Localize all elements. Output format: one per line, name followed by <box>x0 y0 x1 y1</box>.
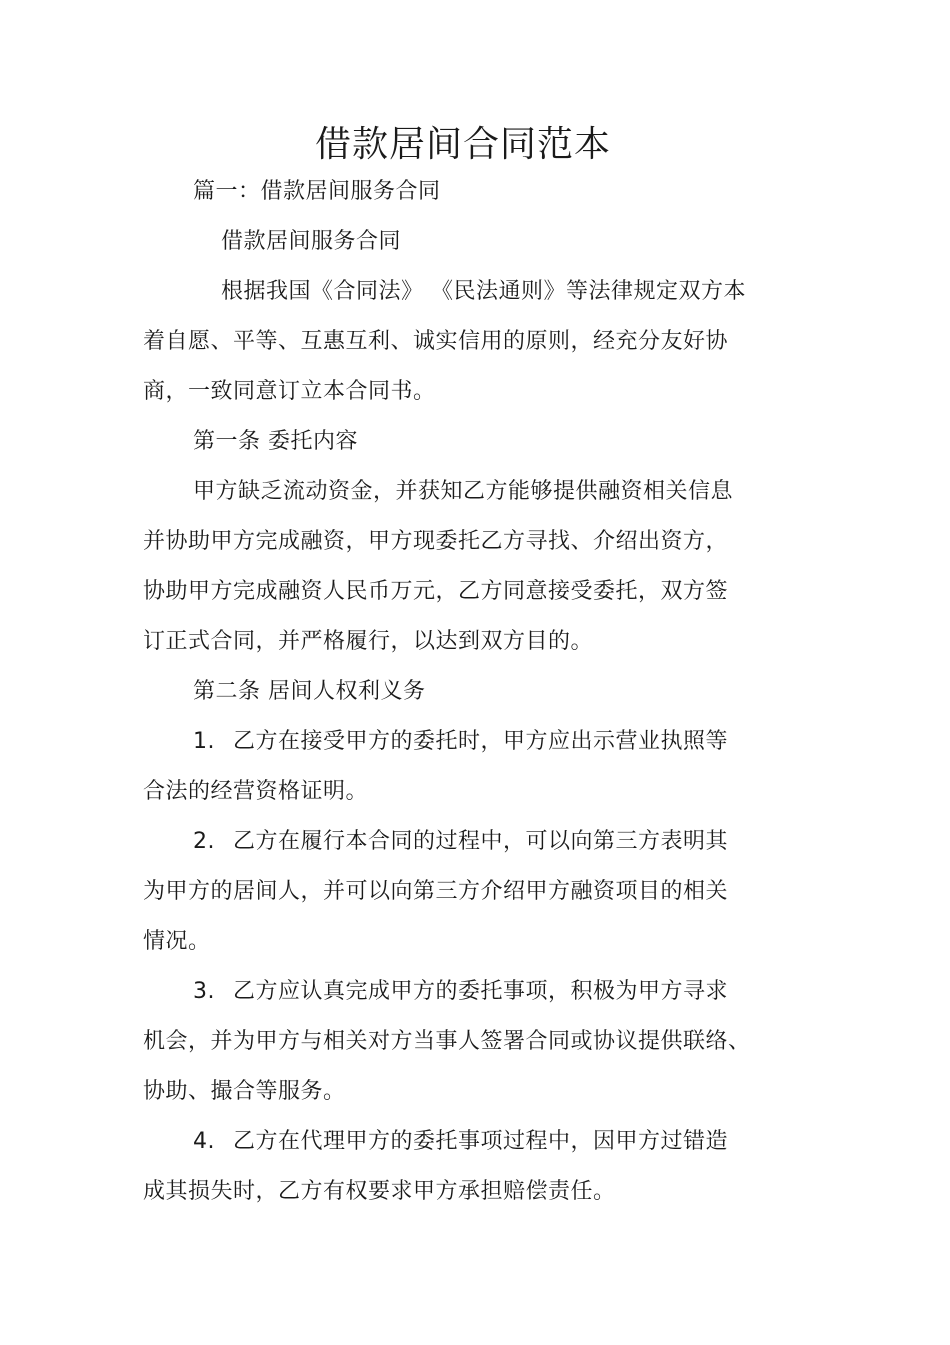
preamble-line: 商，一致同意订立本合同书。 <box>143 379 436 404</box>
clause-2-line: 情况。 <box>143 929 211 954</box>
clause-text: 乙方在接受甲方的委托时，甲方应出示营业执照等 <box>233 729 729 754</box>
article-2-heading: 第二条 居间人权利义务 <box>193 679 426 704</box>
clause-number: 4. <box>193 1129 215 1154</box>
preamble-line: 根据我国《合同法》 《民法通则》等法律规定双方本 <box>221 279 746 304</box>
article-1-line: 协助甲方完成融资人民币万元，乙方同意接受委托，双方签 <box>143 579 729 604</box>
clause-3-first-line <box>143 967 773 1017</box>
document-title: 借款居间合同范本 <box>314 124 611 165</box>
clause-text: 乙方应认真完成甲方的委托事项，积极为甲方寻求 <box>233 979 729 1004</box>
clause-2-line: 为甲方的居间人，并可以向第三方介绍甲方融资项目的相关 <box>143 879 729 904</box>
article-1-line: 并协助甲方完成融资，甲方现委托乙方寻找、介绍出资方， <box>143 529 729 554</box>
article-1-heading: 第一条 委托内容 <box>193 429 358 454</box>
preamble-line: 着自愿、平等、互惠互利、诚实信用的原则，经充分友好协 <box>143 329 729 354</box>
clause-number: 1. <box>193 729 215 754</box>
clause-text: 乙方在代理甲方的委托事项过程中，因甲方过错造 <box>233 1129 729 1154</box>
article-1-line: 订正式合同，并严格履行，以达到双方目的。 <box>143 629 594 654</box>
clause-3-line: 机会，并为甲方与相关对方当事人签署合同或协议提供联络、 <box>143 1029 751 1054</box>
clause-1-line: 合法的经营资格证明。 <box>143 779 369 804</box>
document-body <box>143 167 773 1217</box>
clause-number: 3. <box>193 979 215 1004</box>
clause-number: 2. <box>193 829 215 854</box>
clause-2-first-line <box>143 817 773 867</box>
contract-subtitle: 借款居间服务合同 <box>221 229 402 254</box>
clause-text: 乙方在履行本合同的过程中，可以向第三方表明其 <box>233 829 729 854</box>
chapter-heading: 篇一：借款居间服务合同 <box>193 179 441 204</box>
clause-3-line: 协助、撮合等服务。 <box>143 1079 346 1104</box>
article-1-line: 甲方缺乏流动资金，并获知乙方能够提供融资相关信息 <box>193 479 734 504</box>
clause-4-first-line <box>143 1117 773 1167</box>
clause-1-first-line <box>143 717 773 767</box>
clause-4-line: 成其损失时，乙方有权要求甲方承担赔偿责任。 <box>143 1179 616 1204</box>
